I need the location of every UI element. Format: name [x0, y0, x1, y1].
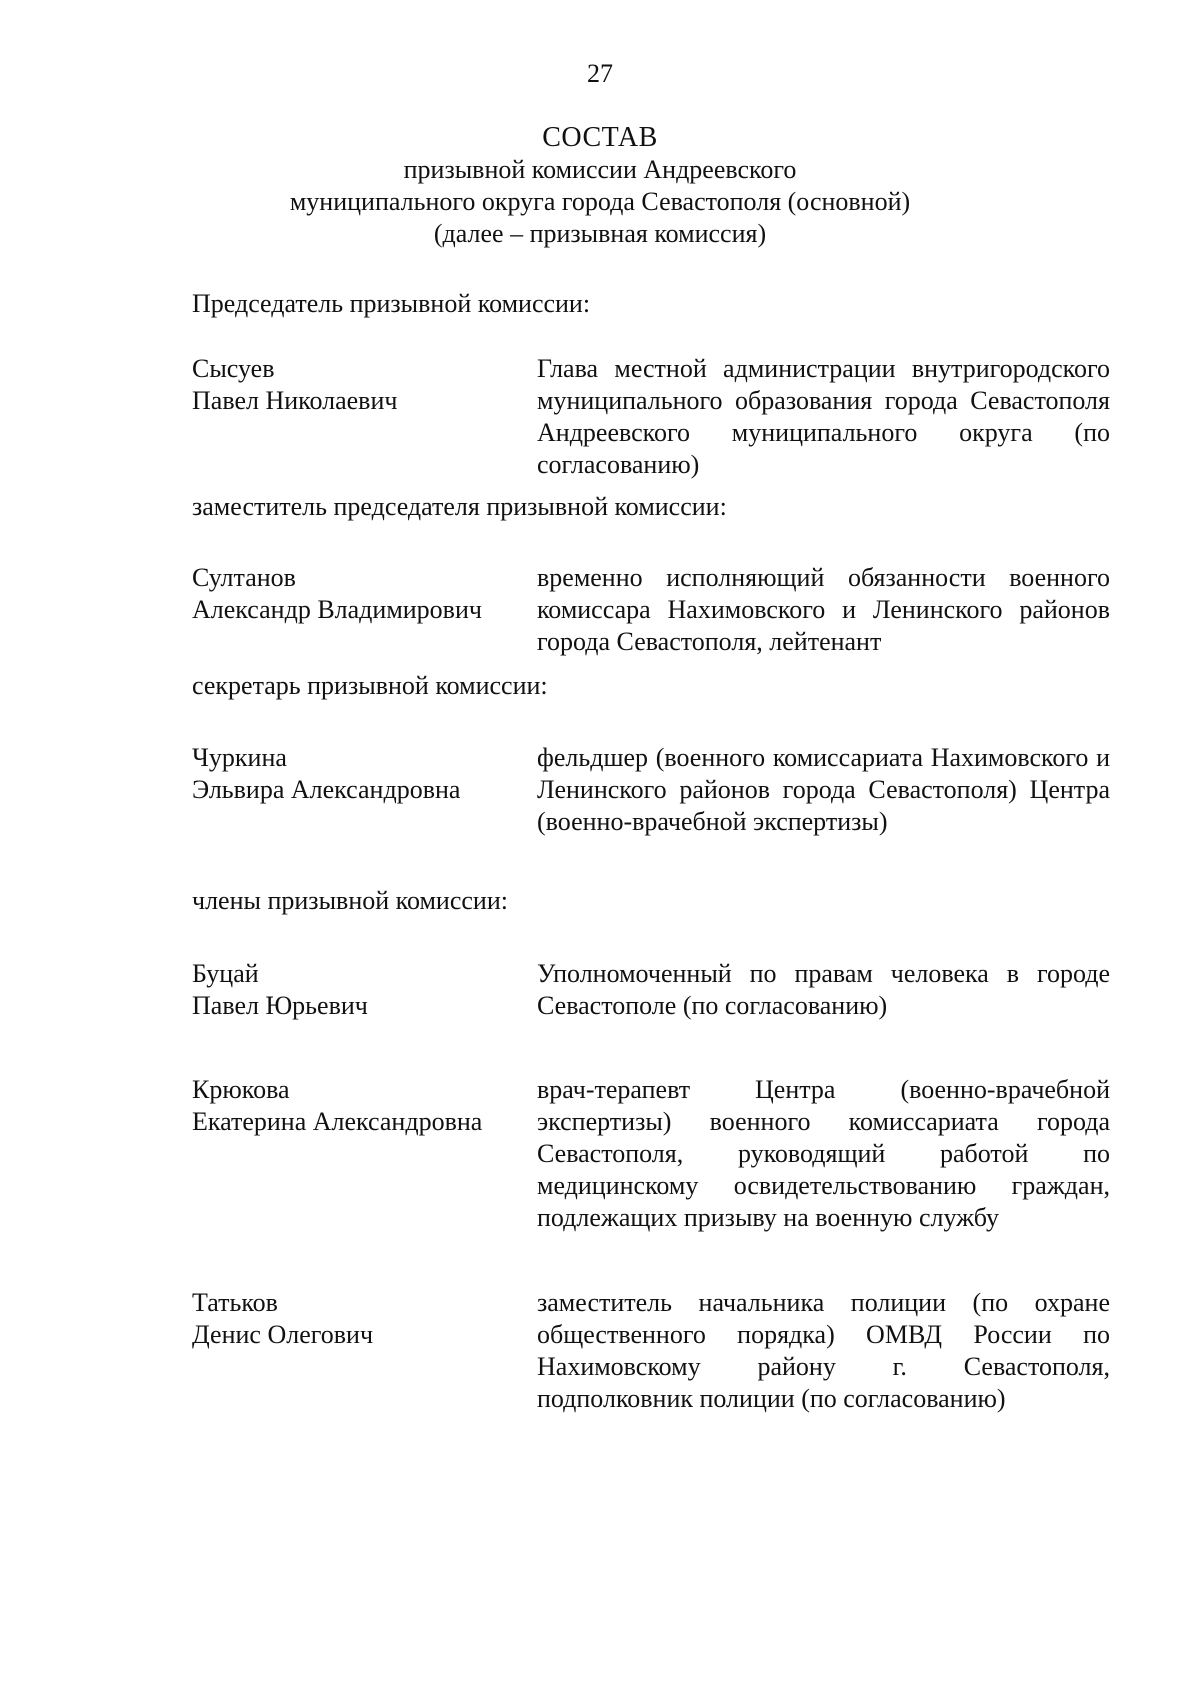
member-name: [192, 353, 537, 417]
member-surname: Крюкова: [192, 1075, 290, 1104]
member-entry: [192, 562, 1110, 658]
member-surname: Чуркина: [192, 743, 287, 772]
member-position: врач-терапевт Центра (военно-врачебной экспертизы) военного комиссариата города Севастополя, руководящий работой по медицинскому освидетельствованию граждан, подлежащих призыву на военную службу: [537, 1075, 1110, 1232]
member-position: заместитель начальника полиции (по охране общественного порядка) ОМВД России по Нахимовскому району г. Севастополя, подполковник полиции (по согласованию): [537, 1288, 1110, 1413]
member-entry: [192, 353, 1110, 481]
members-heading: члены призывной комиссии:: [192, 886, 508, 915]
member-surname: Буцай: [192, 959, 259, 988]
member-name: [192, 562, 537, 626]
page-number: 27: [587, 59, 613, 88]
member-given-names: Александр Владимирович: [192, 595, 482, 624]
member-given-names: Павел Юрьевич: [192, 991, 368, 1020]
member-surname: Султанов: [192, 563, 296, 592]
document-subtitle-line-2: муниципального округа города Севастополя (основной): [289, 187, 911, 216]
member-surname: Сысуев: [192, 354, 275, 383]
secretary-heading: секретарь призывной комиссии:: [192, 671, 548, 700]
member-position: временно исполняющий обязанности военного комиссара Нахимовского и Ленинского районов города Севастополя, лейтенант: [537, 563, 1110, 656]
member-position: фельдшер (военного комиссариата Нахимовского и Ленинского районов города Севастополя) Центра (военно-врачебной экспертизы): [537, 743, 1110, 836]
chairman-heading: Председатель призывной комиссии:: [192, 289, 591, 318]
deputy-chairman-heading: заместитель председателя призывной комиссии:: [192, 492, 727, 521]
document-subtitle-line-1: призывной комиссии Андреевского: [403, 155, 797, 184]
member-entry: [192, 1074, 1110, 1234]
member-given-names: Павел Николаевич: [192, 386, 398, 415]
document-subtitle-line-3: (далее – призывная комиссия): [433, 219, 767, 248]
member-given-names: Денис Олегович: [192, 1320, 374, 1349]
member-given-names: Эльвира Александровна: [192, 775, 461, 804]
member-given-names: Екатерина Александровна: [192, 1107, 483, 1136]
member-name: [192, 958, 537, 1022]
member-entry: [192, 1287, 1110, 1415]
member-name: [192, 1287, 537, 1351]
member-name: [192, 1074, 537, 1138]
member-position: Глава местной администрации внутригородского муниципального образования города Севастополя Андреевского муниципального округа (по согласованию): [537, 354, 1110, 479]
member-position: Уполномоченный по правам человека в городе Севастополе (по согласованию): [537, 959, 1110, 1020]
commission-composition: [192, 288, 1110, 1415]
member-entry: [192, 742, 1110, 838]
member-surname: Татьков: [192, 1288, 278, 1317]
member-name: [192, 742, 537, 806]
document-title: СОСТАВ: [542, 122, 658, 153]
member-entry: [192, 958, 1110, 1022]
document-header: [0, 122, 1200, 250]
